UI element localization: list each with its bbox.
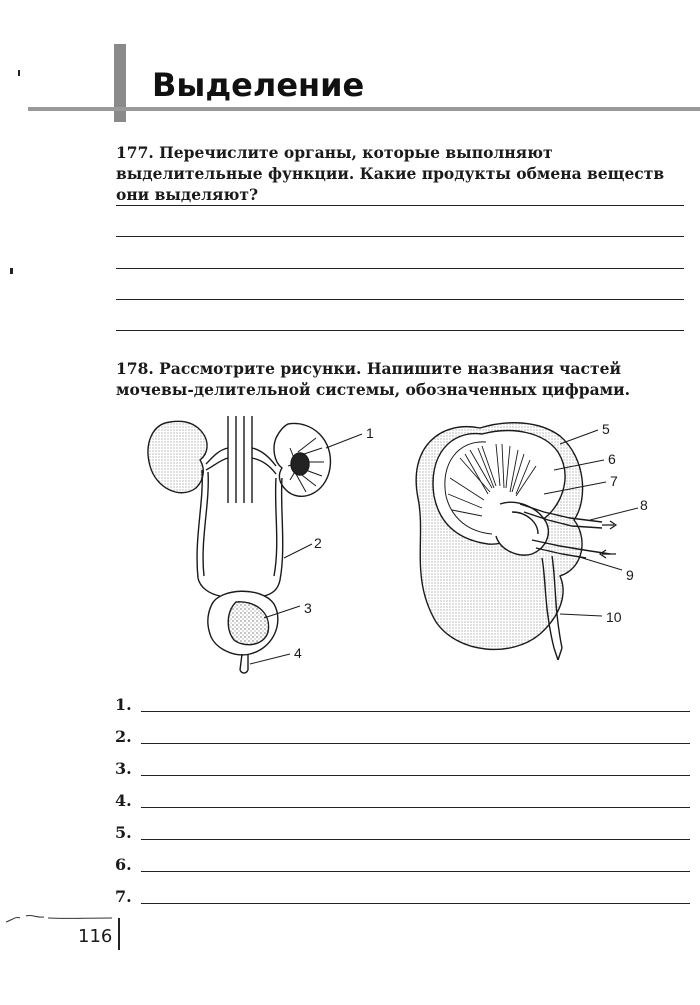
- answer-number: 5.: [115, 823, 132, 842]
- answer-row-1: [115, 694, 690, 716]
- answer-line[interactable]: [141, 871, 690, 872]
- answer-row-4: [115, 790, 690, 812]
- figure-label-6: 6: [608, 451, 616, 467]
- task-177-text: 177. Перечислите органы, которые выполняют выделительные функции. Какие продукты обмена веществ они выделяют?: [116, 143, 665, 204]
- margin-mark: [10, 268, 13, 274]
- margin-mark: [18, 70, 20, 76]
- answer-line[interactable]: [141, 775, 690, 776]
- answer-line[interactable]: [116, 268, 684, 269]
- chapter-title: Выделение: [152, 66, 365, 104]
- answer-line[interactable]: [116, 205, 684, 206]
- answer-number: 4.: [115, 791, 132, 810]
- kidney-section-drawing: [416, 423, 638, 660]
- answer-number: 2.: [115, 727, 132, 746]
- answer-line[interactable]: [141, 743, 690, 744]
- chapter-header-rule: [28, 107, 700, 111]
- answer-number: 6.: [115, 855, 132, 874]
- answer-row-5: [115, 822, 690, 844]
- answer-line[interactable]: [116, 330, 684, 331]
- task-178-text: 178. Рассмотрите рисунки. Напишите названия частей мочевы-делительной системы, обозначенных цифрами.: [116, 359, 631, 399]
- urinary-system-drawing: [148, 416, 362, 673]
- answer-row-2: [115, 726, 690, 748]
- answer-row-7: [115, 886, 690, 908]
- page-number: 116: [78, 926, 113, 947]
- answer-row-3: [115, 758, 690, 780]
- figure-label-3: 3: [304, 600, 312, 616]
- answer-number: 3.: [115, 759, 132, 778]
- footer-rule: [118, 918, 120, 950]
- figure-label-4: 4: [294, 645, 302, 661]
- figure-label-9: 9: [626, 567, 634, 583]
- figure-label-8: 8: [640, 497, 648, 513]
- figure-label-5: 5: [602, 421, 610, 437]
- answer-line[interactable]: [141, 903, 690, 904]
- answer-line[interactable]: [116, 299, 684, 300]
- figure-label-1: 1: [366, 425, 374, 441]
- answer-number: 1.: [115, 695, 132, 714]
- answer-line[interactable]: [116, 236, 684, 237]
- answer-line[interactable]: [141, 839, 690, 840]
- figure-label-2: 2: [314, 535, 322, 551]
- margin-scribble: [4, 908, 114, 928]
- answer-line[interactable]: [141, 807, 690, 808]
- urinary-system-figures: [140, 408, 670, 688]
- answer-number: 7.: [115, 887, 132, 906]
- figure-label-7: 7: [610, 473, 618, 489]
- figure-label-10: 10: [606, 609, 622, 625]
- answer-row-6: [115, 854, 690, 876]
- answer-line[interactable]: [141, 711, 690, 712]
